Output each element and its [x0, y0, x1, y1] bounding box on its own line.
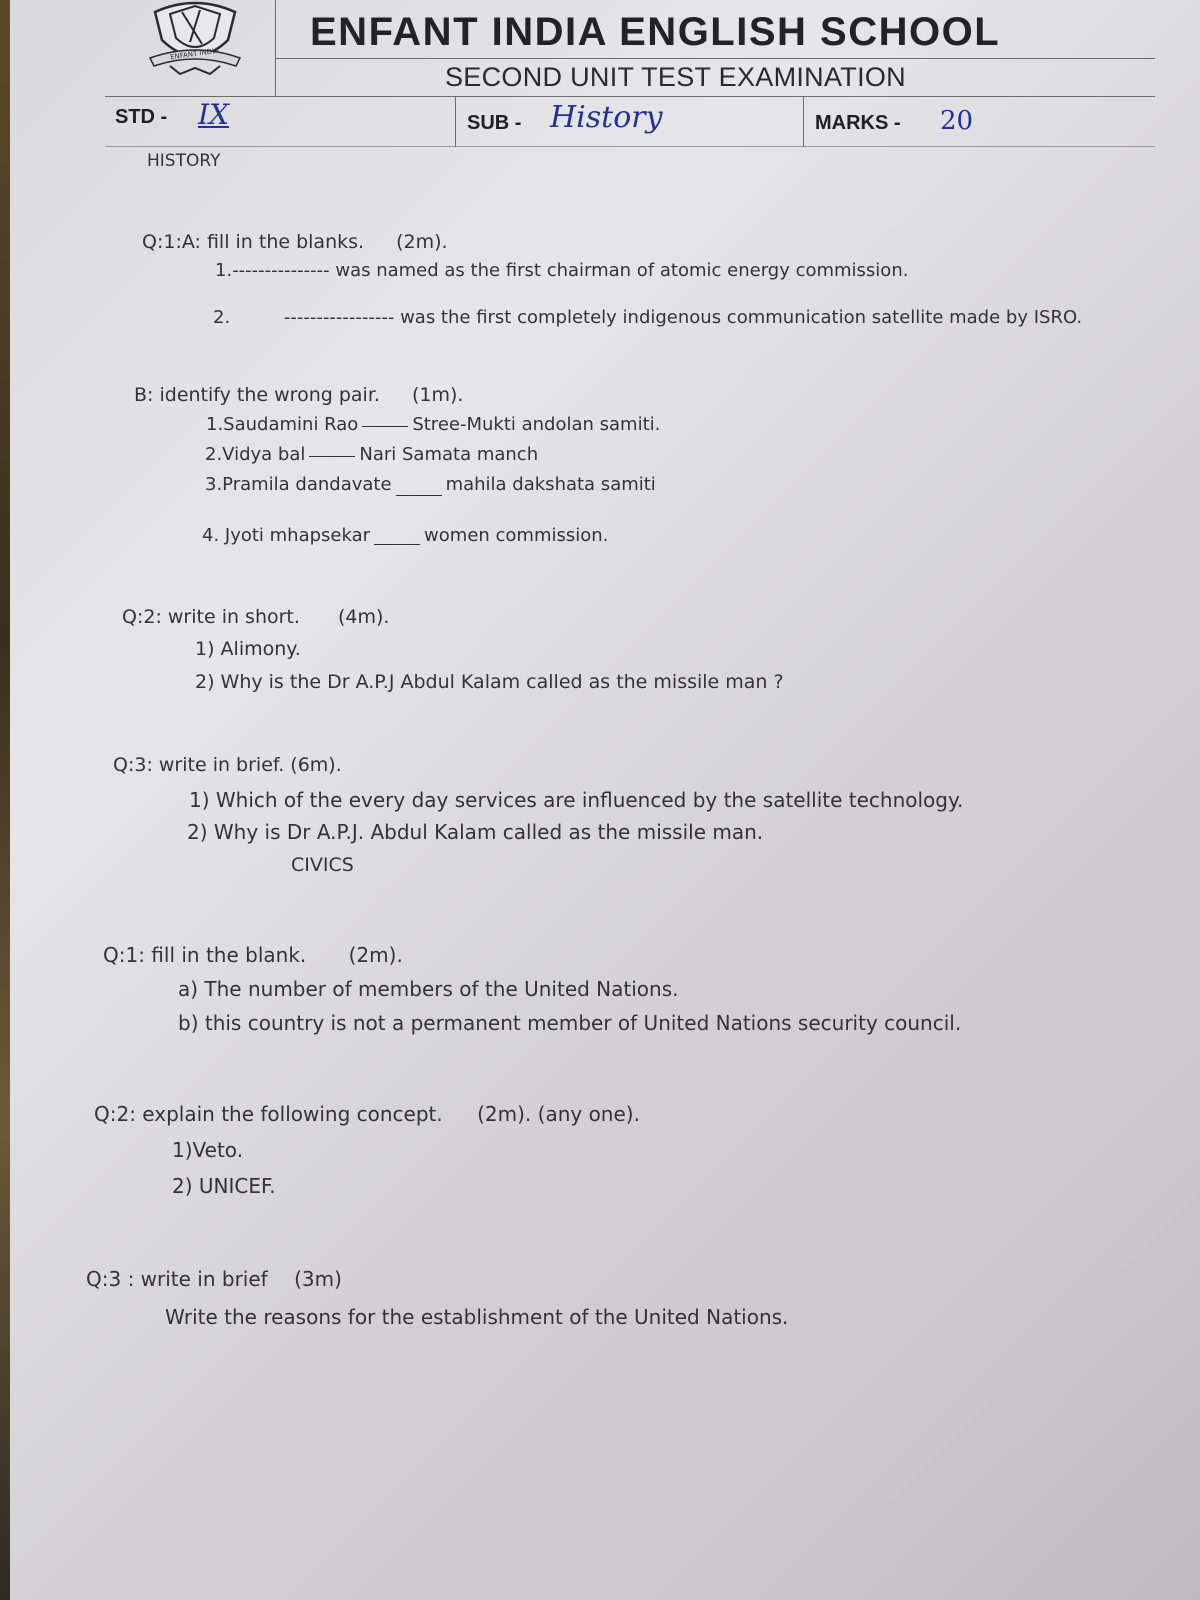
question-marks: (1m).: [411, 384, 464, 406]
wrong-pair-3: [205, 474, 656, 496]
std-label: STD -: [115, 106, 168, 128]
std-value: IX: [198, 98, 229, 131]
school-name: ENFANT INDIA ENGLISH SCHOOL: [310, 10, 1001, 54]
civics-q1-title: [103, 943, 403, 967]
exam-name: SECOND UNIT TEST EXAMINATION: [445, 62, 906, 92]
pair-left: 4. Jyoti mhapsekar: [202, 525, 371, 546]
history-heading: HISTORY: [147, 151, 221, 171]
pair-left: 2.Vidya bal: [205, 444, 306, 465]
civics-q2-title: [94, 1102, 640, 1126]
wrong-pair-2: [205, 444, 538, 465]
header-vdivider: [275, 0, 276, 96]
blank-dashes: -----------------: [283, 307, 395, 328]
question-title: Q:2: write in short.: [122, 606, 300, 628]
civics-q1-item-a: a) The number of members of the United Nations.: [178, 977, 679, 1001]
pair-right: Stree-Mukti andolan samiti.: [412, 414, 661, 435]
item-text: was the first completely indigenous communication satellite made by ISRO.: [400, 307, 1083, 328]
info-divider-1: [455, 97, 456, 147]
header-divider: [275, 58, 1155, 59]
question-marks: (2m). (any one).: [477, 1102, 640, 1126]
civics-q1-item-b: b) this country is not a permanent member of United Nations security council.: [178, 1011, 962, 1035]
marks-label: MARKS -: [815, 112, 901, 134]
question-title: Q:1:A: fill in the blanks.: [142, 231, 365, 253]
question-marks: (2m).: [348, 943, 403, 967]
info-divider-2: [803, 97, 804, 147]
info-bottom-line: [105, 146, 1155, 147]
question-marks: (2m).: [396, 231, 448, 253]
civics-heading: CIVICS: [291, 854, 354, 876]
school-logo: [140, 0, 250, 80]
question-marks: (3m): [294, 1267, 342, 1291]
history-q3-title: Q:3: write in brief. (6m).: [113, 754, 342, 776]
question-marks: (4m).: [337, 606, 390, 628]
wrong-pair-4: [202, 525, 608, 546]
blank-dashes: ---------------: [232, 260, 330, 281]
question-title: Q:3 : write in brief: [86, 1267, 268, 1291]
logo-text: ENFANT INDIA: [169, 46, 220, 62]
sub-label: SUB -: [467, 112, 522, 134]
question-title: Q:1: fill in the blank.: [103, 943, 307, 967]
civics-q2-item-1: 1)Veto.: [172, 1138, 244, 1162]
header-bottom-line: [105, 96, 1155, 97]
question-title: Q:2: explain the following concept.: [94, 1102, 443, 1126]
wrong-pair-1: [206, 414, 660, 435]
history-q1-item-1: [215, 260, 908, 281]
item-number: 1.: [215, 260, 233, 281]
pair-blank-line: [309, 456, 355, 457]
pair-left: 3.Pramila dandavate: [205, 474, 392, 495]
history-q3-item-1: 1) Which of the every day services are influenced by the satellite technology.: [189, 788, 964, 812]
pair-blank-line: [362, 426, 408, 427]
history-q2-item-2: 2) Why is the Dr A.P.J Abdul Kalam called as the missile man ?: [195, 671, 784, 693]
history-q2-title: [122, 606, 389, 628]
civics-q3-item-1: Write the reasons for the establishment of the United Nations.: [165, 1305, 789, 1329]
pair-blank-line: [396, 495, 442, 496]
pair-right: women commission.: [424, 525, 609, 546]
history-q3-item-2: 2) Why is Dr A.P.J. Abdul Kalam called as the missile man.: [187, 820, 764, 844]
civics-q3-title: [86, 1267, 342, 1291]
table-edge: [0, 0, 10, 1600]
history-q2-item-1: 1) Alimony.: [195, 638, 301, 660]
pair-right: Nari Samata manch: [359, 444, 539, 465]
item-text: was named as the first chairman of atomic energy commission.: [335, 260, 909, 281]
history-q1-item-2: [213, 307, 1082, 328]
pair-blank-line: [374, 544, 420, 545]
history-q1b-title: [134, 384, 463, 406]
question-title: B: identify the wrong pair.: [134, 384, 380, 406]
pair-right: mahila dakshata samiti: [445, 474, 656, 495]
civics-q2-item-2: 2) UNICEF.: [172, 1174, 276, 1198]
item-number: 2.: [213, 307, 231, 328]
history-q1-title: [142, 231, 448, 253]
pair-left: 1.Saudamini Rao: [206, 414, 359, 435]
sub-value: History: [550, 100, 663, 135]
marks-value: 20: [940, 106, 974, 136]
